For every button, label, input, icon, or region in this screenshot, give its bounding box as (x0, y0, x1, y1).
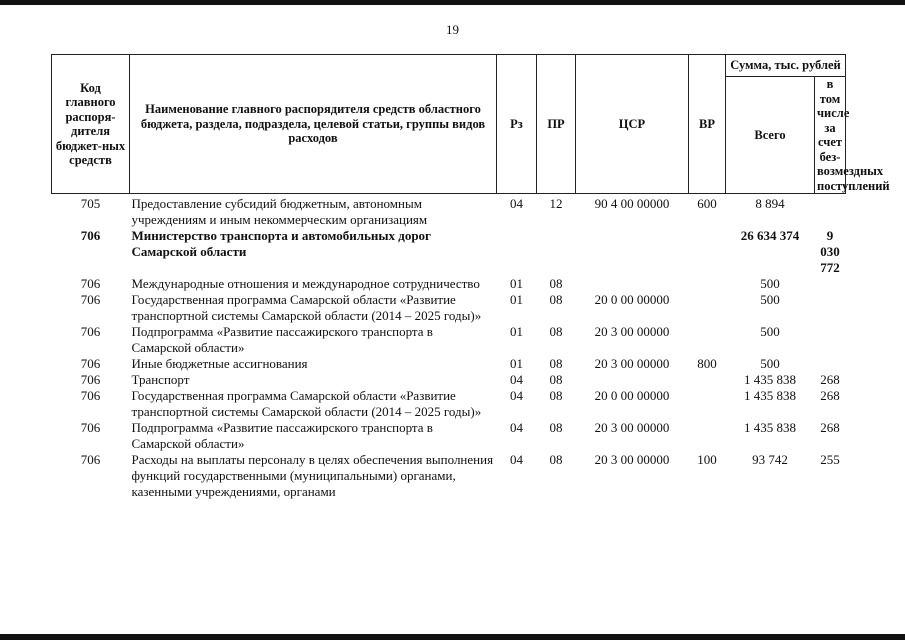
cell-name: Подпрограмма «Развитие пассажирского транспорта в Самарской области» (131, 420, 433, 451)
cell-code: 706 (80, 228, 101, 243)
cell-pr: 08 (549, 420, 563, 435)
table-row (52, 452, 846, 500)
cell-name: Расходы на выплаты персоналу в целях обеспечения выполнения функций государственными (муниципальными) органами, казенными учреждениями, органами (131, 452, 494, 499)
cell-pr: 12 (549, 196, 563, 211)
cell-rz: 04 (510, 196, 523, 211)
cell-csr (576, 276, 689, 292)
cell-free (815, 356, 846, 372)
table-header (52, 55, 890, 194)
cell-csr (576, 228, 689, 276)
cell-csr: 20 3 00 00000 (594, 324, 670, 339)
header-rz: Рз (497, 55, 537, 194)
cell-total: 1 435 838 (744, 388, 796, 403)
cell-rz: 04 (510, 452, 523, 467)
cell-name: Государственная программа Самарской области «Развитие транспортной системы Самарской области (2014 – 2025 годы)» (131, 388, 482, 419)
budget-table (51, 54, 890, 500)
table-row (52, 372, 846, 388)
cell-name: Подпрограмма «Развитие пассажирского транспорта в Самарской области» (131, 324, 433, 355)
cell-code: 706 (80, 388, 101, 403)
cell-free (815, 276, 846, 292)
header-csr: ЦСР (576, 55, 689, 194)
cell-code: 705 (80, 196, 101, 211)
scan-border-bottom (0, 634, 905, 640)
cell-csr: 20 3 00 00000 (594, 356, 670, 371)
cell-code: 706 (80, 356, 101, 371)
cell-pr: 08 (549, 388, 563, 403)
cell-rz: 01 (510, 292, 523, 307)
cell-pr: 08 (549, 292, 563, 307)
cell-free (815, 194, 846, 229)
cell-free: 268 (820, 420, 840, 435)
cell-total: 500 (760, 276, 780, 291)
page-number: 19 (446, 22, 459, 37)
table-row (52, 420, 846, 452)
header-vr: ВР (689, 55, 726, 194)
cell-name: Государственная программа Самарской области «Развитие транспортной системы Самарской области (2014 – 2025 годы)» (131, 292, 482, 323)
table-body (52, 194, 846, 501)
cell-name: Иные бюджетные ассигнования (131, 356, 308, 371)
cell-csr: 20 3 00 00000 (594, 420, 670, 435)
cell-total: 8 894 (755, 196, 785, 211)
cell-csr: 90 4 00 00000 (594, 196, 670, 211)
cell-total: 1 435 838 (744, 372, 796, 387)
cell-csr: 20 3 00 00000 (594, 452, 670, 467)
cell-total: 26 634 374 (740, 228, 800, 243)
header-total: Всего (726, 77, 815, 194)
table-row (52, 292, 846, 324)
cell-rz: 04 (510, 388, 523, 403)
cell-name: Международные отношения и международное сотрудничество (131, 276, 480, 291)
cell-name: Предоставление субсидий бюджетным, автономным учреждениям и иным некоммерческим организациям (131, 196, 428, 227)
cell-free (815, 324, 846, 356)
table-row (52, 324, 846, 356)
cell-name: Транспорт (131, 372, 190, 387)
cell-vr (689, 292, 726, 324)
cell-pr: 08 (549, 356, 563, 371)
table-row (52, 388, 846, 420)
cell-pr: 08 (549, 452, 563, 467)
cell-vr (689, 372, 726, 388)
cell-total: 1 435 838 (744, 420, 796, 435)
cell-total: 500 (760, 324, 780, 339)
cell-free: 268 (820, 372, 840, 387)
cell-code: 706 (80, 372, 101, 387)
cell-rz: 04 (510, 372, 523, 387)
header-free: в том числе за счет без-возмездных поступлений (815, 77, 846, 194)
cell-vr: 600 (697, 196, 717, 211)
cell-pr: 08 (549, 276, 563, 291)
header-pr: ПР (537, 55, 576, 194)
table-row (52, 194, 846, 229)
header-sum: Сумма, тыс. рублей (726, 55, 846, 77)
cell-code: 706 (80, 276, 101, 291)
cell-code: 706 (80, 324, 101, 339)
cell-vr (689, 388, 726, 420)
cell-total: 500 (760, 292, 780, 307)
cell-total: 93 742 (752, 452, 788, 467)
cell-rz: 01 (510, 276, 523, 291)
header-code: Код главного распоря-дителя бюджет-ных средств (52, 55, 130, 194)
cell-pr: 08 (549, 324, 563, 339)
cell-free: 255 (820, 452, 840, 467)
cell-free: 268 (820, 388, 840, 403)
cell-vr (689, 420, 726, 452)
cell-free (815, 292, 846, 324)
table-row (52, 228, 846, 276)
cell-name: Министерство транспорта и автомобильных дорог Самарской области (131, 228, 431, 259)
table-row (52, 276, 846, 292)
header-name: Наименование главного распорядителя средств областного бюджета, раздела, подраздела, целевой статьи, группы видов расходов (130, 55, 497, 194)
cell-rz (497, 228, 537, 276)
cell-vr: 800 (697, 356, 717, 371)
cell-pr (537, 228, 576, 276)
cell-rz: 04 (510, 420, 523, 435)
cell-rz: 01 (510, 324, 523, 339)
cell-total: 500 (760, 356, 780, 371)
cell-vr: 100 (697, 452, 717, 467)
cell-code: 706 (80, 420, 101, 435)
cell-code: 706 (80, 452, 101, 467)
scan-border-top (0, 0, 905, 5)
cell-vr (689, 324, 726, 356)
cell-csr: 20 0 00 00000 (594, 292, 670, 307)
table-row (52, 356, 846, 372)
cell-code: 706 (80, 292, 101, 307)
cell-free: 9 030 772 (820, 228, 840, 275)
cell-pr: 08 (549, 372, 563, 387)
cell-vr (689, 276, 726, 292)
cell-csr: 20 0 00 00000 (594, 388, 670, 403)
cell-rz: 01 (510, 356, 523, 371)
cell-csr (576, 372, 689, 388)
cell-vr (689, 228, 726, 276)
